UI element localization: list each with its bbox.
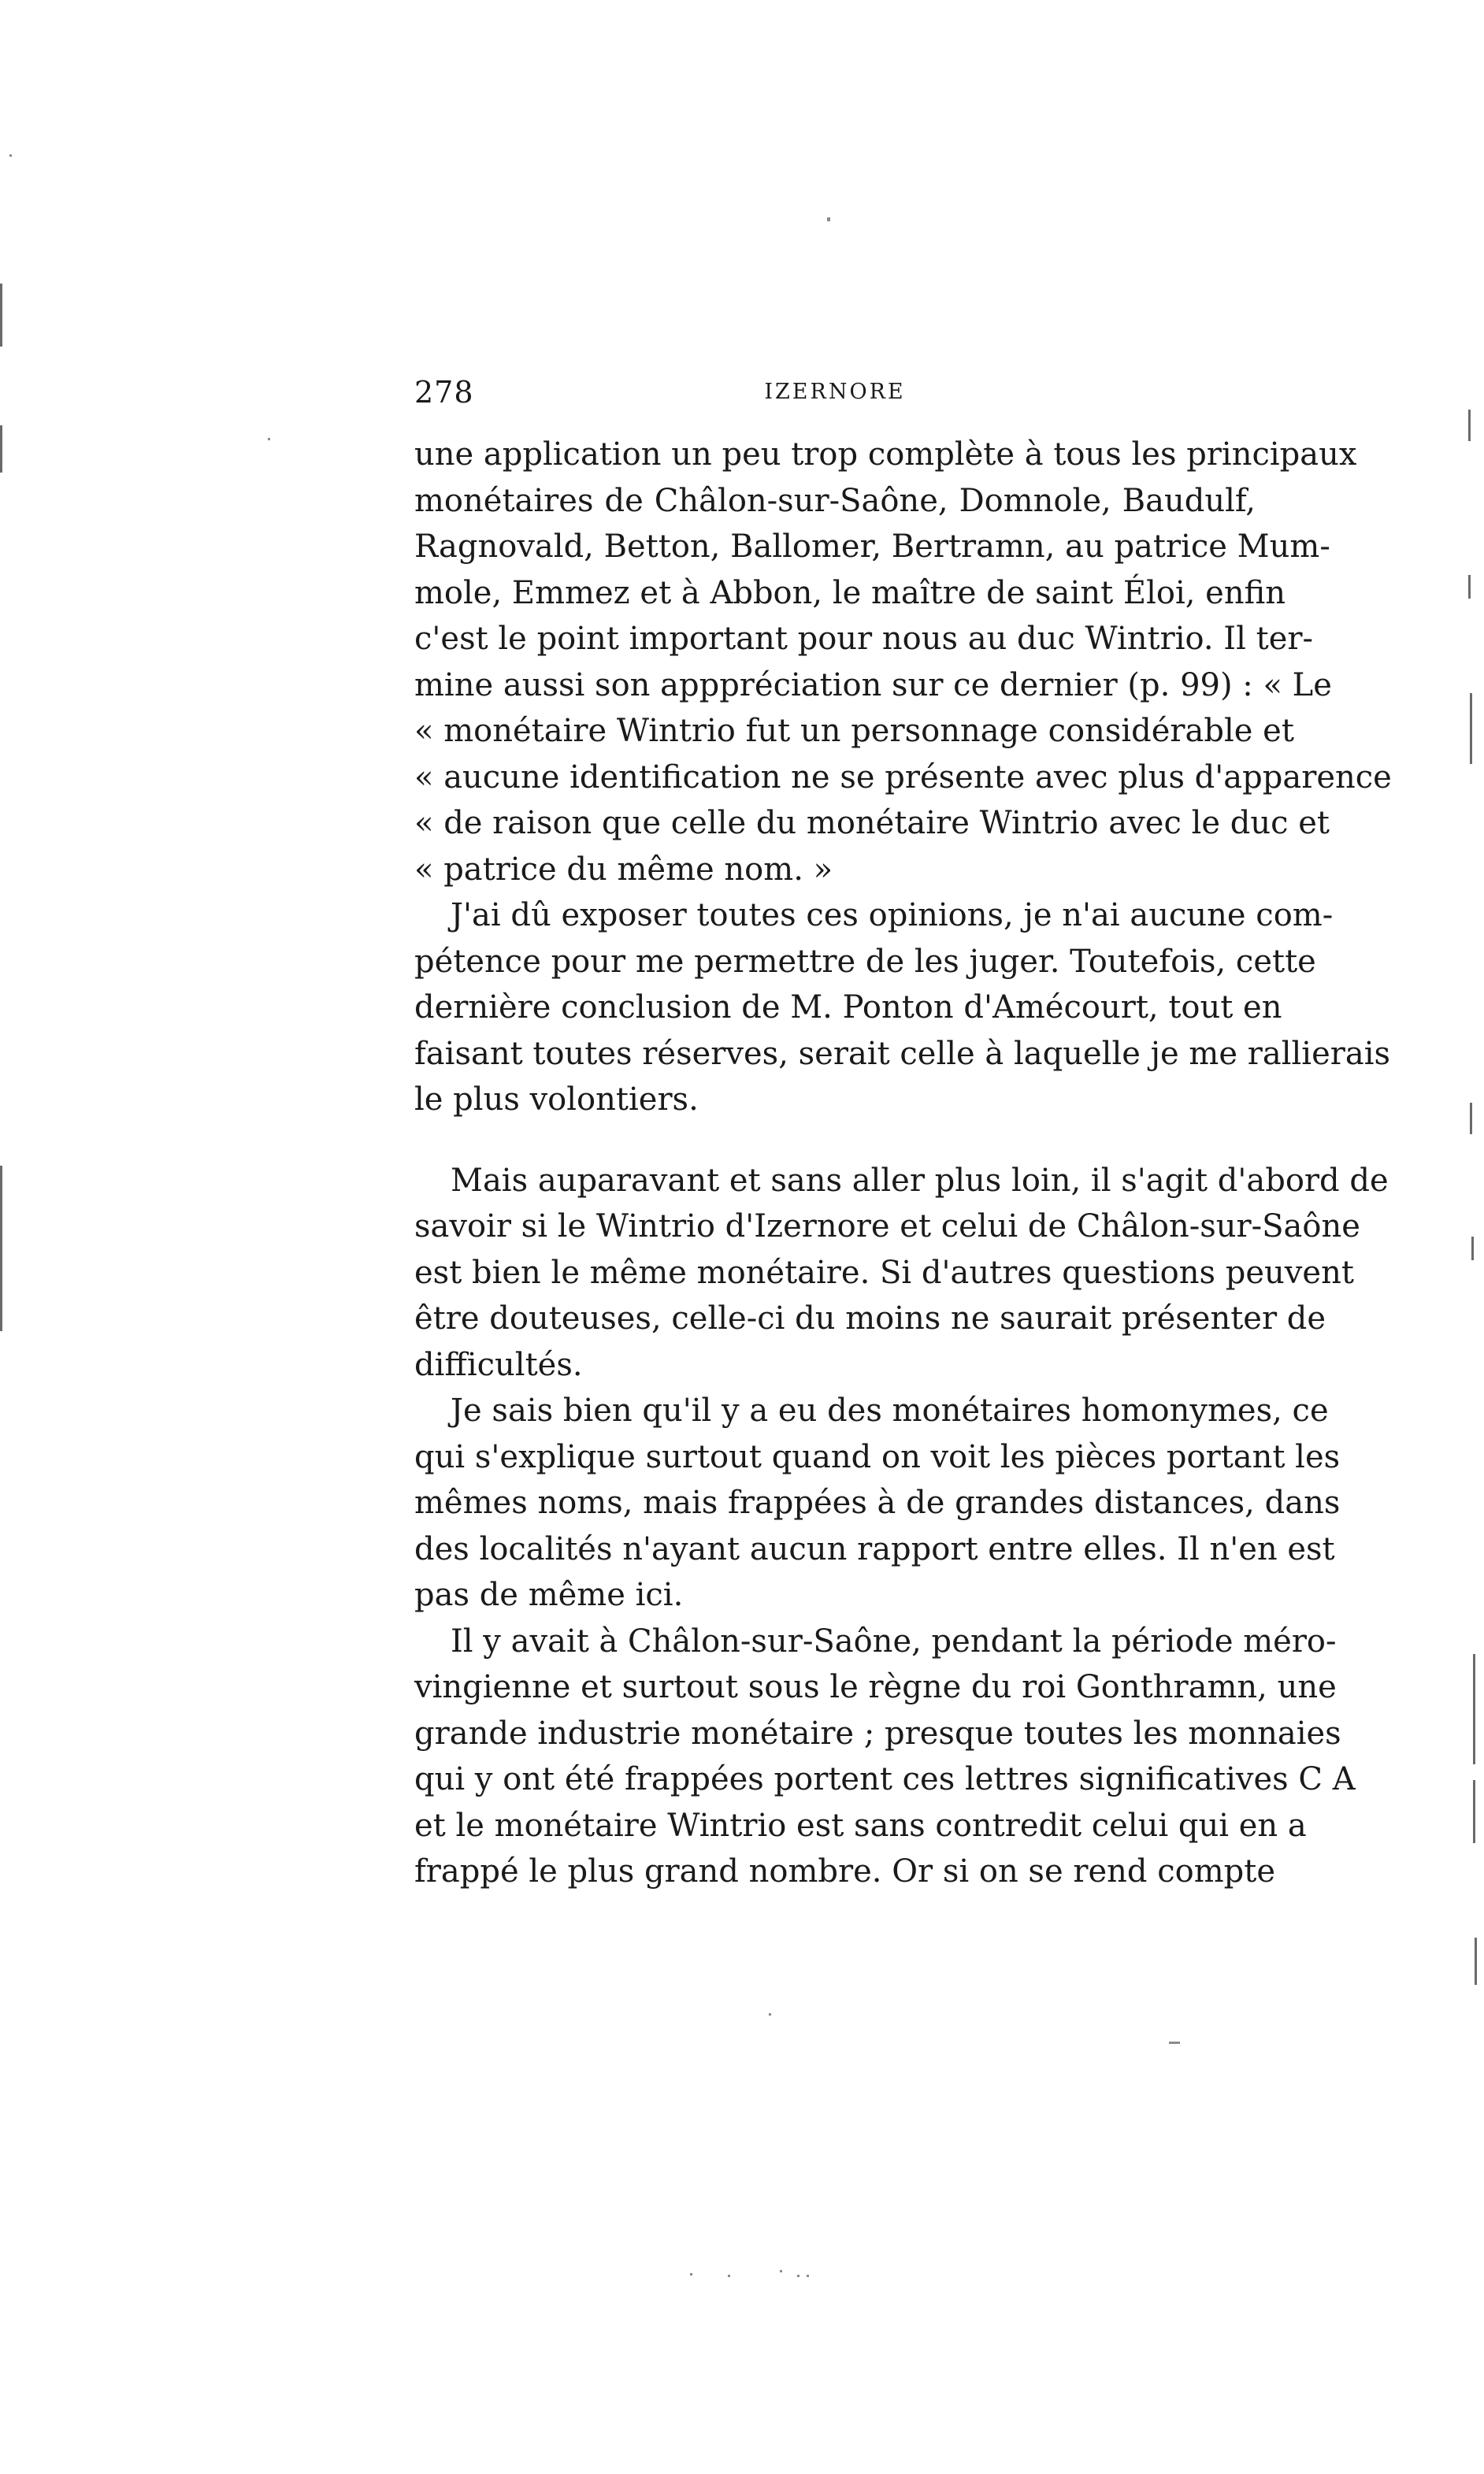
text-line: monétaires de Châlon-sur-Saône, Domnole, Baudulf, [414,482,1256,519]
body-text [414,432,1392,1895]
text-line: c'est le point important pour nous au duc Wintrio. Il ter- [414,621,1313,657]
text-line: qui s'explique surtout quand on voit les pièces portant les [414,1438,1341,1475]
text-line: Ragnovald, Betton, Ballomer, Bertramn, au patrice Mum- [414,529,1330,565]
text-line: mêmes noms, mais frappées à de grandes distances, dans [414,1485,1341,1521]
text-line: mine aussi son apppréciation sur ce dernier (p. 99) : « Le [414,666,1332,703]
text-line: « monétaire Wintrio fut un personnage considérable et [414,713,1294,749]
text-line: vingienne et surtout sous le règne du roi Gonthramn, une [414,1669,1337,1705]
text-line: « patrice du même nom. » [414,851,833,888]
running-head: IZERNORE [764,380,906,404]
paragraph [414,432,1392,892]
text-line: frappé le plus grand nombre. Or si on se rend compte [414,1853,1275,1890]
text-line: être douteuses, celle-ci du moins ne saurait présenter de [414,1300,1326,1337]
text-line: le plus volontiers. [414,1081,699,1118]
paragraph [414,1619,1356,1895]
text-line: savoir si le Wintrio d'Izernore et celui de Châlon-sur-Saône [414,1208,1360,1244]
text-line: et le monétaire Wintrio est sans contredit celui qui en a [414,1807,1307,1844]
text-line: faisant toutes réserves, serait celle à laquelle je me rallierais [414,1035,1391,1072]
text-line: pas de même ici. [414,1577,684,1613]
page-header [414,370,1256,417]
text-line: grande industrie monétaire ; presque toutes les monnaies [414,1715,1341,1752]
text-line: mole, Emmez et à Abbon, le maître de saint Éloi, enfin [414,574,1286,611]
text-line: des localités n'ayant aucun rapport entre elles. Il n'en est [414,1530,1335,1567]
text-line: dernière conclusion de M. Ponton d'Amécourt, tout en [414,989,1282,1026]
paragraph [414,892,1391,1123]
paragraph [414,1388,1341,1619]
text-line: difficultés. [414,1346,583,1383]
paragraph-gap [414,1123,1256,1158]
text-line: pétence pour me permettre de les juger. Toutefois, cette [414,943,1316,980]
text-line: une application un peu trop complète à tous les principaux [414,436,1357,473]
text-line: Mais auparavant et sans aller plus loin, il s'agit d'abord de [451,1162,1389,1199]
text-line: Je sais bien qu'il y a eu des monétaires homonymes, ce [451,1393,1329,1429]
text-line: « de raison que celle du monétaire Wintrio avec le duc et [414,805,1330,841]
text-line: qui y ont été frappées portent ces lettres significatives C A [414,1761,1356,1797]
text-line: est bien le même monétaire. Si d'autres questions peuvent [414,1254,1354,1291]
paragraph [414,1158,1389,1389]
page-number: 278 [414,375,474,410]
text-line: J'ai dû exposer toutes ces opinions, je n'ai aucune com- [451,897,1334,933]
text-line: « aucune identification ne se présente avec plus d'apparence [414,759,1392,796]
text-line: Il y avait à Châlon-sur-Saône, pendant la période méro- [451,1623,1337,1660]
